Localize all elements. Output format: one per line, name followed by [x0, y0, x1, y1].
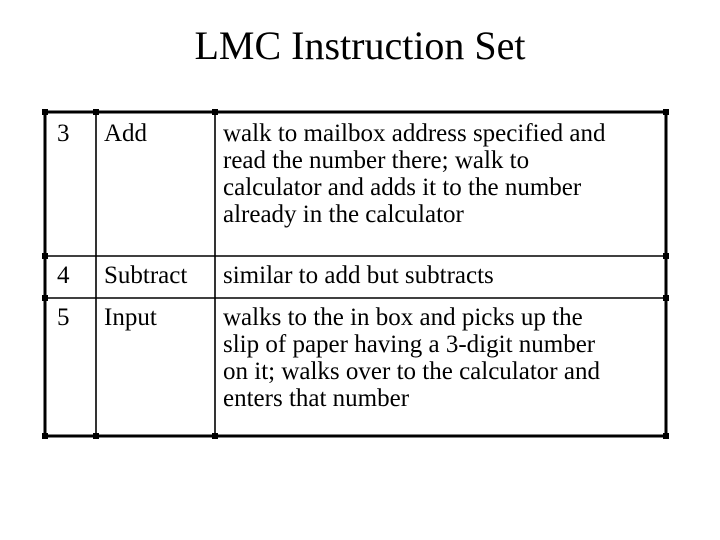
description-line: walk to mailbox address specified and — [223, 120, 606, 147]
instruction-code-add: 3 — [57, 120, 70, 147]
instruction-code-input: 5 — [57, 304, 70, 331]
description-line: on it; walks over to the calculator and — [223, 358, 600, 385]
instruction-name-subtract: Subtract — [104, 262, 188, 289]
description-line: slip of paper having a 3-digit number — [223, 331, 596, 358]
description-line: calculator and adds it to the number — [223, 174, 582, 201]
instruction-name-add: Add — [104, 120, 148, 147]
description-line: similar to add but subtracts — [223, 262, 494, 289]
description-line: enters that number — [223, 385, 410, 412]
description-line: already in the calculator — [223, 201, 464, 228]
instruction-description-input — [223, 304, 600, 412]
slide-title: LMC Instruction Set — [194, 23, 526, 68]
description-line: walks to the in box and picks up the — [223, 304, 583, 331]
instruction-description-add — [223, 120, 606, 228]
instruction-description-subtract — [223, 262, 494, 289]
description-line: read the number there; walk to — [223, 147, 530, 174]
instruction-name-input: Input — [104, 304, 157, 331]
instruction-code-subtract: 4 — [57, 262, 70, 289]
